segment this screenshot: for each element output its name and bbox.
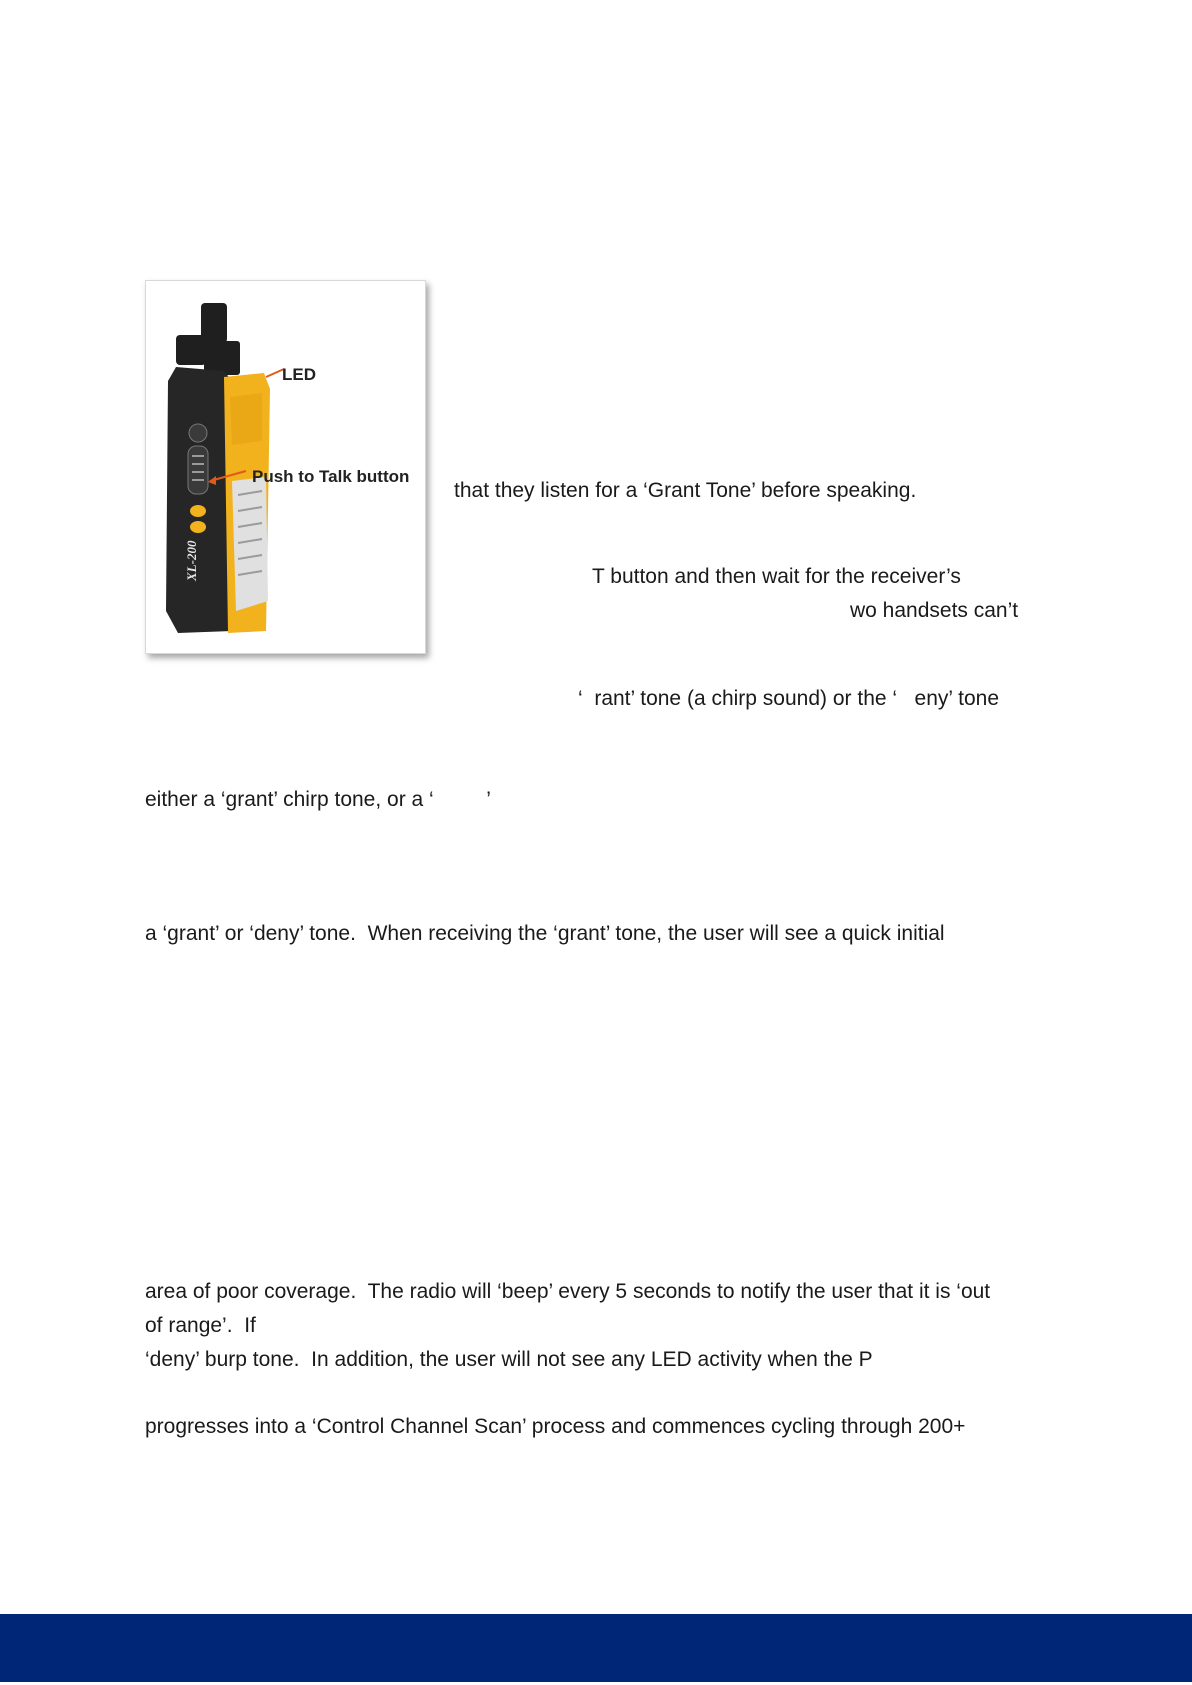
text-line: a ‘grant’ or ‘deny’ tone. When receiving the ‘grant’ tone, the user will see a quick initial <box>145 922 945 945</box>
footer-band <box>0 1614 1192 1682</box>
text-line: wo handsets can’t <box>850 599 1019 622</box>
radio-photo-figure <box>145 280 426 654</box>
text-line: either a ‘grant’ chirp tone, or a ‘ ’ <box>145 788 491 811</box>
text-line: of range’. If <box>145 1314 256 1337</box>
radio-body <box>166 367 232 633</box>
speaker-grille <box>232 477 268 611</box>
side-yellow-button-icon <box>190 505 206 517</box>
text-line: that they listen for a ‘Grant Tone’ before speaking. <box>454 479 917 502</box>
side-button-icon <box>189 424 207 442</box>
text-line: area of poor coverage. The radio will ‘beep’ every 5 seconds to notify the user that it is ‘out <box>145 1280 991 1303</box>
ptt-label: Push to Talk button <box>252 467 410 486</box>
text-line: progresses into a ‘Control Channel Scan’ process and commences cycling through 200+ <box>145 1415 966 1438</box>
text-line: ‘ rant’ tone (a chirp sound) or the ‘ eny’ tone <box>578 687 1000 710</box>
volume-knob-icon <box>176 335 206 365</box>
led-label: LED <box>282 365 316 384</box>
model-label: XL-200 <box>184 540 199 581</box>
text-line: T button and then wait for the receiver’s <box>592 565 961 588</box>
text-line: ‘deny’ burp tone. In addition, the user will not see any LED activity when the P <box>145 1348 873 1371</box>
ptt-button-icon <box>188 446 208 494</box>
